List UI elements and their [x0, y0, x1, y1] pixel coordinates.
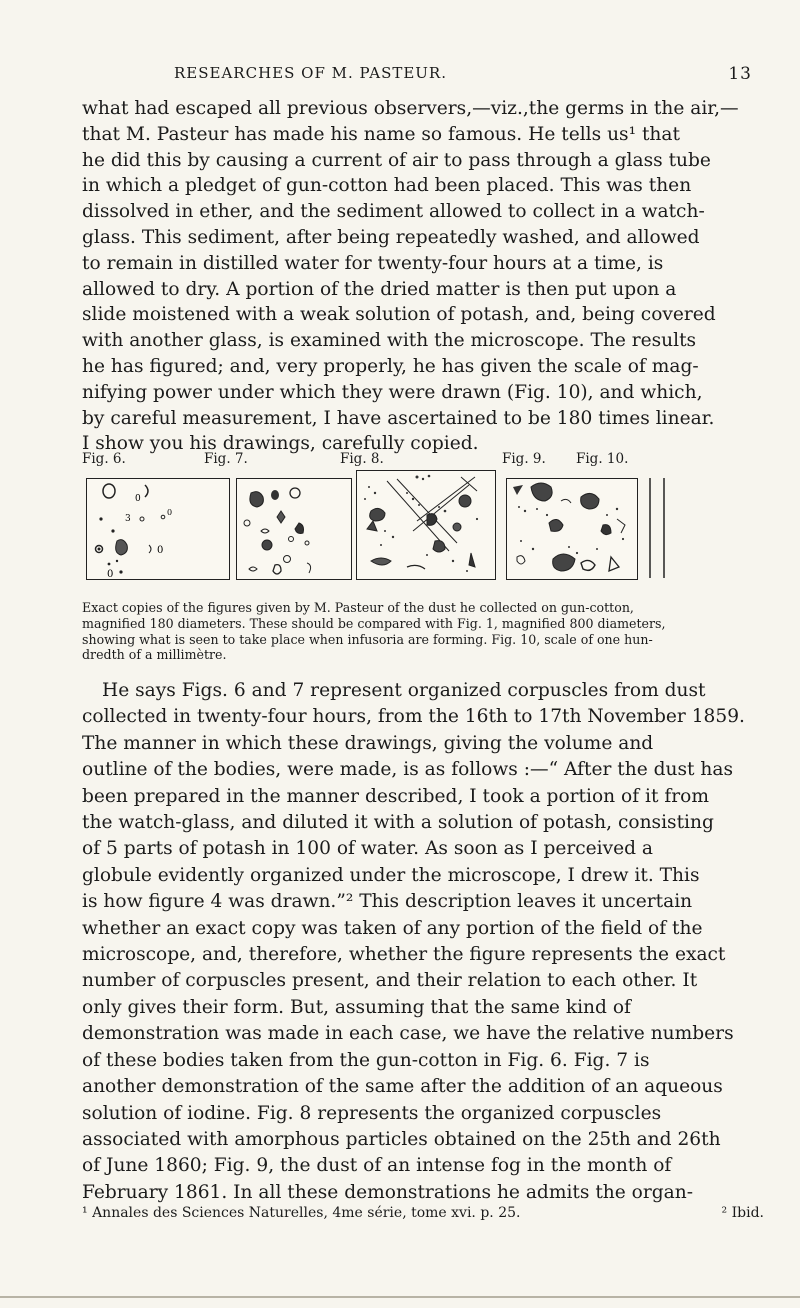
caption-line: showing what is seen to take place when infusoria are forming. Fig. 10, scale of one hun- — [82, 631, 653, 647]
svg-text:3: 3 — [125, 514, 131, 524]
text-line: another demonstration of the same after the addition of an aqueous — [82, 1076, 723, 1098]
text-line: collected in twenty-four hours, from the 16th to 17th November 1859. — [82, 706, 745, 728]
svg-text:0: 0 — [157, 545, 164, 556]
running-header — [82, 64, 752, 88]
footnote-1: ¹ Annales des Sciences Naturelles, 4me série, tome xvi. p. 25. — [82, 1205, 521, 1221]
svg-text:0: 0 — [135, 494, 141, 504]
text-line: He says Figs. 6 and 7 represent organized corpuscles from dust — [102, 680, 706, 701]
page-bottom-edge — [0, 1296, 800, 1298]
text-line: in which a pledget of gun-cotton had been placed. This was then — [82, 175, 692, 197]
text-line: February 1861. In all these demonstrations he admits the organ- — [82, 1181, 694, 1203]
svg-text:0: 0 — [107, 569, 114, 579]
text-line: number of corpuscles present, and their relation to each other. It — [82, 970, 698, 992]
text-line: The manner in which these drawings, giving the volume and — [82, 732, 654, 754]
text-line: of 5 parts of potash in 100 of water. As soon as I perceived a — [82, 838, 654, 860]
figure-caption — [82, 600, 762, 663]
text-line: globule evidently organized under the microscope, I drew it. This — [82, 864, 700, 886]
paragraph-intro — [82, 96, 762, 457]
text-line: associated with amorphous particles obtained on the 25th and 26th — [82, 1128, 721, 1150]
fig-10-label: Fig. 10. — [576, 451, 629, 467]
text-line: microscope, and, therefore, whether the figure represents the exact — [82, 944, 726, 966]
text-line: the watch-glass, and diluted it with a solution of potash, consisting — [82, 812, 714, 834]
fig-6-label: Fig. 6. — [82, 451, 126, 467]
caption-line: Exact copies of the figures given by M. Pasteur of the dust he collected on gun-cotton, — [82, 600, 634, 615]
text-line: slide moistened with a weak solution of potash, and, being covered — [82, 304, 716, 326]
fig-7-label: Fig. 7. — [204, 451, 248, 467]
text-line: whether an exact copy was taken of any portion of the field of the — [82, 917, 703, 939]
text-line: outline of the bodies, were made, is as follows :—“ After the dust has — [82, 759, 734, 781]
text-line: only gives their form. But, assuming that the same kind of — [82, 996, 631, 1018]
text-line: he has figured; and, very properly, he has given the scale of mag- — [82, 355, 699, 377]
footnote-2: ² Ibid. — [721, 1205, 764, 1221]
caption-line: magnified 180 diameters. These should be compared with Fig. 1, magnified 800 diameters, — [82, 615, 666, 631]
fig-10-scale — [642, 478, 682, 578]
figure-row — [82, 470, 762, 585]
text-line: allowed to dry. A portion of the dried matter is then put upon a — [82, 278, 677, 300]
text-line: solution of iodine. Fig. 8 represents the organized corpuscles — [82, 1102, 662, 1124]
text-line: is how figure 4 was drawn.”² This description leaves it uncertain — [82, 891, 693, 913]
text-line: he did this by causing a current of air to pass through a glass tube — [82, 149, 711, 171]
figure-labels — [82, 451, 762, 471]
text-line: glass. This sediment, after being repeatedly washed, and allowed — [82, 226, 700, 248]
svg-text:0: 0 — [167, 508, 173, 517]
fig-7-illustration — [236, 478, 352, 580]
footnotes — [82, 1204, 764, 1222]
caption-line: dredth of a millimètre. — [82, 647, 227, 663]
fig-8-illustration — [356, 470, 496, 580]
fig-9-label: Fig. 9. — [502, 451, 546, 467]
text-line: nifying power under which they were drawn (Fig. 10), and which, — [82, 381, 703, 403]
text-line: what had escaped all previous observers,—viz.,the germs in the air,— — [82, 98, 739, 119]
text-line: to remain in distilled water for twenty-four hours at a time, is — [82, 252, 664, 274]
text-line: demonstration was made in each case, we have the relative numbers — [82, 1023, 734, 1045]
text-line: of June 1860; Fig. 9, the dust of an intense fog in the month of — [82, 1155, 672, 1177]
fig-9-illustration — [506, 478, 638, 580]
text-line: of these bodies taken from the gun-cotton in Fig. 6. Fig. 7 is — [82, 1049, 650, 1071]
page-number: 13 — [728, 64, 752, 84]
text-line: with another glass, is examined with the microscope. The results — [82, 330, 697, 352]
text-line: that M. Pasteur has made his name so famous. He tells us¹ that — [82, 123, 680, 145]
paragraph-main — [82, 678, 764, 1206]
fig-8-label: Fig. 8. — [340, 451, 384, 467]
running-title: RESEARCHES OF M. PASTEUR. — [174, 64, 447, 82]
text-line: I show you his drawings, carefully copied. — [82, 433, 479, 455]
text-line: by careful measurement, I have ascertained to be 180 times linear. — [82, 407, 715, 429]
text-line: been prepared in the manner described, I took a portion of it from — [82, 785, 709, 807]
text-line: dissolved in ether, and the sediment allowed to collect in a watch- — [82, 201, 705, 223]
fig-6-illustration — [86, 478, 230, 580]
